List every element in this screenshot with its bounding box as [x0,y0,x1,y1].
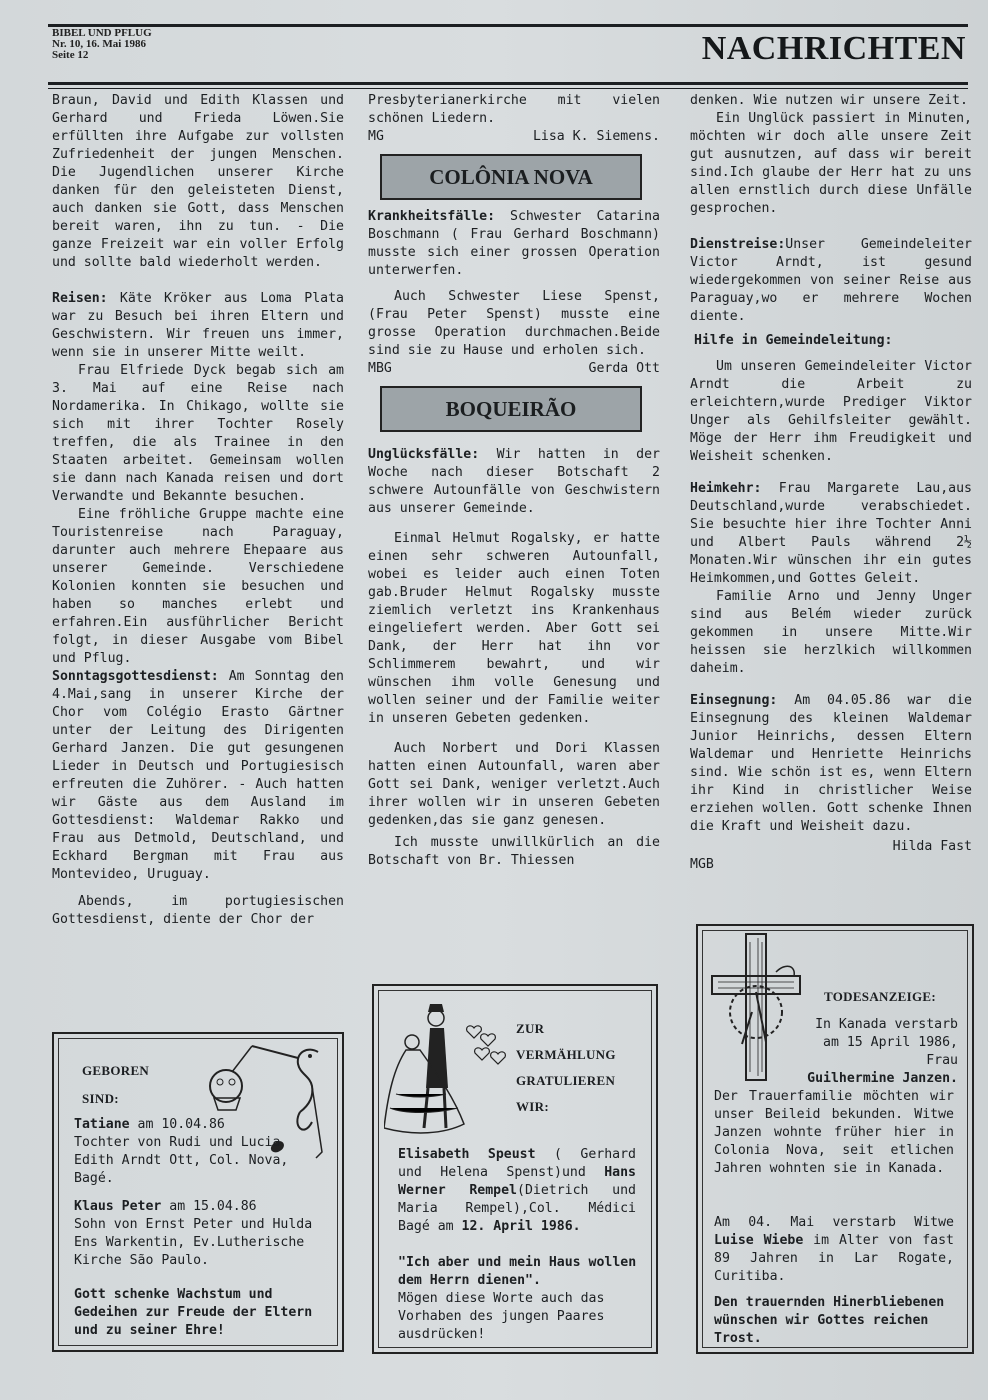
label-reisen: Reisen: [52,291,108,306]
paragraph-heimkehr: Heimkehr: Frau Margarete Lau,aus Deutschland,wurde verabschiedet. Sie besuchte hier ihre Tochter Anni und Albert Pauls während 2½ Monaten.Wir wünschen ihr ein gutes Heimkommen,und Gottes Geleit. [690,481,972,586]
paragraph: Frau Elfriede Dyck begab sich am 3. Mai auf eine Reise nach Nordamerika. In Chikago, wollte sie sich mit ihrer Tochter Rosely treffen, die als Trainee in den Staaten arbeitet. Gemeinsam wollen sie dann nach Kanada reisen und dort Verwandte und Bekannte besuchen. [52,363,344,504]
wedding-couple-icon [384,998,514,1146]
header-rule [48,82,968,85]
paragraph: Ein Unglück passiert in Minuten, möchten wir doch alle unsere Zeit gut ausnutzen, auf dass wir bereit sind.Ich glaube der Herr hat zu uns allen ernstlich durch diese Unfälle gesprochen. [690,111,972,216]
top-rule [48,24,968,27]
paragraph: Um unseren Gemeindeleiter Victor Arndt die Arbeit zu erleichtern,wurde Prediger Viktor Unger als Gehilfsleiter gewählt. Möge der Herr ihm Freudigkeit und Weisheit schenken. [690,359,972,464]
section-title: NACHRICHTEN [701,30,966,67]
paragraph: Abends, im portugiesischen Gottesdienst, diente der Chor der [52,894,344,927]
death-entry-1-name: Guilhermine Janzen. [807,1071,958,1086]
birth-announcement-box [52,1032,344,1352]
heading-colonia-nova: COLÔNIA NOVA [380,154,642,200]
paragraph-sonntag: Sonntagsgottesdienst: Am Sonntag den 4.Mai,sang in unserer Kirche der Chor vom Colégio Erasto Gärtner unter der Leitung des Dirigenten Gerhard Janzen. Die gut gesungenen Lieder in Deutsch und Portugiesisch erfreuten die Zuhörer. - Auch hatten wir Gäste aus dem Ausland im Gottesdienst: Waldemar Rakko und Frau aus Detmold, Deutschland, und Eckhard Bergman mit Frau aus Montevideo, Uruguay. [52,669,344,882]
paragraph: Auch Schwester Liese Spenst, (Frau Peter Spenst) musste eine grosse Operation durchmachen.Beide sind sie zu Hause und erholen sich. [368,289,660,358]
paragraph-krank: Krankheitsfälle: Schwester Catarina Boschmann ( Frau Gerhard Boschmann) musste sich einer grossen Operation unterwerfen. [368,209,660,278]
birth-entry-2: Klaus Peter am 15.04.86 [74,1199,257,1214]
wedding-line-2: VERMÄHLUNG [516,1047,616,1062]
label-sonntag: Sonntagsgottesdienst: [52,669,219,684]
signature: MBG Gerda Ott [368,361,660,376]
paragraph: Familie Arno und Jenny Unger sind aus Belém wieder zurück gekommen in unsere Mitte.Wir heissen sie herzlkich willkommen daheim. [690,589,972,676]
birth-entry-1: Tatiane am 10.04.86 [74,1117,225,1132]
birth-title-2: SIND: [82,1091,119,1106]
paragraph: denken. Wie nutzen wir unsere Zeit. [690,93,968,108]
heading-hilfe: Hilfe in Gemeindeleitung: [694,333,893,348]
header-rule-thin [48,88,968,89]
header-meta [52,28,252,61]
paragraph: Braun, David und Edith Klassen und Gerhard und Frieda Löwen.Sie erfüllten ihre Aufgabe zur vollsten Zufriedenheit der jungen Menschen. Die Jugendlichen unserer Kirche danken für den geleisteten Dienst, auch danken sie Gott, dass Menschen bereit waren, ihn zu tun. - Die ganze Freizeit war ein voller Erfolg und sollte bald wiederholt werden. [52,93,344,270]
paragraph-einsegnung: Einsegnung: Am 04.05.86 war die Einsegnung des kleinen Waldemar Junior Heinrichs, dessen Eltern Waldemar und Henriette Heinrichs sind. Wie schön ist es, wenn Eltern ihr Kind in christlicher Weise erziehen wollen. Gott schenke Ihnen die Kraft und Weisheit dazu. [690,693,972,834]
paragraph-dienst: Dienstreise:Unser Gemeindeleiter Victor Arndt, ist gesund wiedergekommen von seiner Reise aus Paraguay,wo er mehrere Wochen diente. [690,237,972,324]
wedding-line-3: GRATULIEREN [516,1073,616,1088]
wedding-quote: "Ich aber und mein Haus wollen dem Herrn dienen". [398,1255,637,1288]
heading-boqueirao: BOQUEIRÃO [380,386,642,432]
death-title: TODESANZEIGE: [824,989,937,1004]
publication-name: BIBEL UND PFLUG [52,27,152,39]
signature-name: Hilda Fast [892,839,972,854]
wedding-names: Elisabeth Speust ( Gerhard und Helena Spenst)und Hans Werner Rempel(Dietrich und Maria Rempel),Col. Médici Bagé am 12. April 1986. [398,1147,636,1234]
cross-icon [706,932,806,1082]
signature-code: MGB [690,857,714,872]
issue-number: Nr. 10, 16. Mai 1986 [52,38,147,50]
death-announcement-box [696,924,974,1354]
death-closing: Den trauernden Hinerbliebenen wünschen wir Gottes reichen Trost. [714,1295,945,1346]
paragraph: Auch Norbert und Dori Klassen hatten einen Autounfall, waren aber Gott sei Dank, weniger verletzt.Auch ihrer wollen wir in unseren Gebeten gedenken,das sie ganz genesen. [368,741,660,828]
column-1 [52,92,344,929]
death-entry-1-text: Der Trauerfamilie möchten wir unser Beileid bekunden. Witwe Janzen wohnte früher hier in Colonia Nova, seit etlichen Jahren wohnten sie in Kanada. [714,1089,954,1176]
wedding-line-1: ZUR [516,1021,545,1036]
paragraph: Einmal Helmut Rogalsky, er hatte einen sehr schweren Autounfall, wobei es leider auch einen Toten gab.Bruder Helmut Rogalsky musste ziemlich verletzt ins Krankenhaus eingeliefert werden. Aber Gott sei Dank, der Herr hat ihn vor Schlimmerem bewahrt, und wir wünschen ihm volle Genesung und wollen seiner und der Familie weiter in unseren Gebeten gedenken. [368,531,660,726]
wedding-wish: Mögen diese Worte auch das Vorhaben des jungen Paares ausdrücken! [398,1291,605,1342]
birth-entry-2-text: Sohn von Ernst Peter und Hulda Ens Warkentin, Ev.Lutherische Kirche São Paulo. [74,1217,313,1268]
birth-title: GEBOREN [82,1063,150,1078]
wedding-line-4: WIR: [516,1099,549,1114]
signature: MG Lisa K. Siemens. [368,129,660,144]
column-3 [690,92,972,874]
death-entry-1: In Kanada verstarb am 15 April 1986, Frau [815,1017,958,1068]
paragraph: Ich musste unwillkürlich an die Botschaft von Br. Thiessen [368,835,660,868]
death-entry-2: Am 04. Mai verstarb Witwe Luise Wiebe im Alter von fast 89 Jahren in Lar Rogate, Curitiba. [714,1215,954,1284]
birth-entry-1-text: Tochter von Rudi und Lucia Edith Arndt Ott, Col. Nova, Bagé. [74,1135,289,1186]
paragraph: Presbyterianerkirche mit vielen schönen Liedern. [368,93,660,126]
paragraph-reisen: Reisen: Käte Kröker aus Loma Plata war zu Besuch bei ihren Eltern und Geschwistern. Wir freuen uns immer, wenn sie in unserer Mitte weilt. [52,291,344,360]
page-number: Seite 12 [52,49,89,61]
paragraph: Eine fröhliche Gruppe machte eine Touristenreise nach Paraguay, darunter auch mehrere Ehepaare aus unserer Gemeinde. Verschiedene Kolonien konnten sie besuchen und haben so manches erlebt und erfahren.Ein ausführlicher Bericht folgt, in dieser Ausgabe vom Bibel und Pflug. [52,507,344,666]
wedding-announcement-box [372,984,658,1354]
birth-closing: Gott schenke Wachstum und Gedeihen zur Freude der Eltern und zu seiner Ehre! [74,1287,313,1338]
paragraph-unglueck: Unglücksfälle: Wir hatten in der Woche nach dieser Botschaft 2 schwere Autounfälle von Geschwistern aus unserer Gemeinde. [368,447,660,516]
column-2 [368,92,660,870]
